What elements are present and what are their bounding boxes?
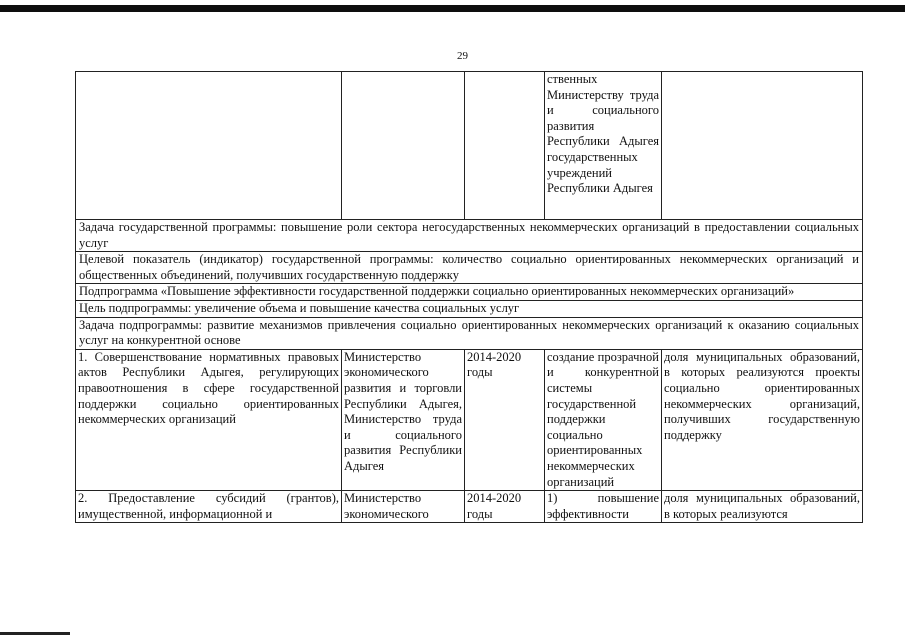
continuation-row [76,72,863,220]
section-row-subprogram-goal [76,300,863,317]
continuation-result-cell: ственных Министерству труда и социального развития Республики Адыгея государственных учреждений Республики Адыгея [545,72,662,220]
measure-row [76,491,863,523]
measure-executor-cell: Министерство экономического [342,491,465,523]
empty-cell [76,72,342,220]
scan-edge-top [0,0,905,12]
section-row-program-task [76,220,863,252]
measure-row [76,349,863,490]
empty-cell [342,72,465,220]
empty-cell [662,72,863,220]
page-number: 29 [457,50,468,62]
measure-name-cell: 1. Совершенствование нормативных правовых актов Республики Адыгея, регулирующих правоотношения в сфере государственной поддержки социально ориентированных некоммерческих организаций [76,349,342,490]
section-cell: Цель подпрограммы: увеличение объема и повышение качества социальных услуг [76,300,863,317]
measure-result-cell: создание прозрачной и конкурентной системы государственной поддержки социально ориентированных некоммерческих организаций [545,349,662,490]
section-cell: Задача государственной программы: повышение роли сектора негосударственных некоммерческих организаций в предоставлении социальных услуг [76,220,863,252]
measure-result-cell: 1) повышение эффективности [545,491,662,523]
measure-indicator-cell: доля муниципальных образований, в которых реализуются [662,491,863,523]
measure-indicator-cell: доля муниципальных образований, в которых реализуются проекты социально ориентированных некоммерческих организаций, получивших государственную поддержку [662,349,863,490]
empty-cell [465,72,545,220]
section-cell: Целевой показатель (индикатор) государственной программы: количество социально ориентированных некоммерческих организаций и общественных объединений, получивших государственную поддержку [76,252,863,284]
section-row-target-indicator [76,252,863,284]
program-table [75,71,863,523]
section-cell: Задача подпрограммы: развитие механизмов привлечения социально ориентированных некоммерческих организаций к оказанию социальных услуг на конкурентной основе [76,317,863,349]
measure-period-cell: 2014-2020 годы [465,349,545,490]
section-row-subprogram [76,284,863,301]
scan-edge-bottom [0,632,70,635]
measure-executor-cell: Министерство экономического развития и торговли Республики Адыгея, Министерство труда и социального развития Республики Адыгея [342,349,465,490]
section-row-subprogram-task [76,317,863,349]
measure-period-cell: 2014-2020 годы [465,491,545,523]
section-cell: Подпрограмма «Повышение эффективности государственной поддержки социально ориентированных некоммерческих организаций» [76,284,863,301]
measure-name-cell: 2. Предоставление субсидий (грантов), имущественной, информационной и [76,491,342,523]
